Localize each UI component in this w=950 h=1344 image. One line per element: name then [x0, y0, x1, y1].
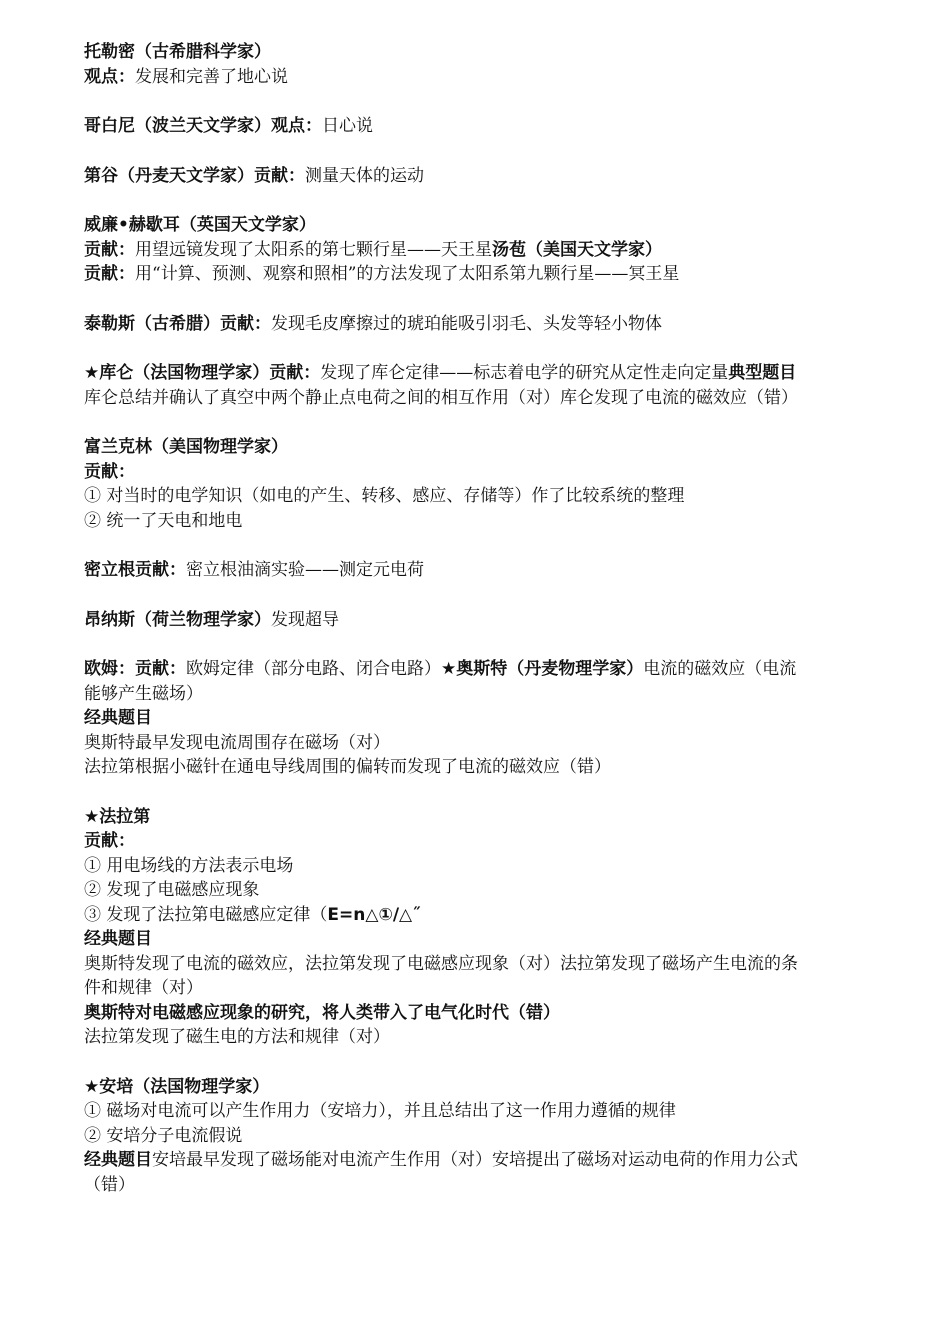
text-run: 库仑总结并确认了真空中两个静止点电荷之间的相互作用（对）库仑发现了电流的磁效应（错）: [84, 387, 798, 408]
bold-text-run: 奥斯特对电磁感应现象的研究，将人类带入了电气化时代（错）: [84, 1002, 560, 1023]
paragraph-gap: [84, 1050, 904, 1075]
text-line: [84, 976, 904, 1001]
section-thales: [84, 312, 904, 337]
text-line: [84, 1099, 904, 1124]
text-line: [84, 952, 904, 977]
text-line: [84, 706, 904, 731]
section-millikan: [84, 558, 904, 583]
text-line: [84, 755, 904, 780]
text-line: [84, 1124, 904, 1149]
paragraph-gap: [84, 287, 904, 312]
bold-text-run: 典型题目: [728, 363, 797, 383]
text-line: [84, 1001, 904, 1026]
paragraph-gap: [84, 89, 904, 114]
text-line: [84, 878, 904, 903]
paragraph-gap: [84, 410, 904, 435]
paragraph-gap: [84, 583, 904, 608]
section-herschel-tombaugh: [84, 213, 904, 287]
text-run: 欧姆定律（部分电路、闭合电路）: [186, 659, 441, 679]
text-run: 发现毛皮摩擦过的琥珀能吸引羽毛、头发等轻小物体: [271, 313, 662, 334]
section-ohm-oersted: [84, 657, 904, 780]
text-run: 件和规律（对）: [84, 978, 203, 998]
text-line: [84, 40, 904, 65]
text-line: [84, 1075, 904, 1100]
bold-text-run: ★奥斯特（丹麦物理学家）: [441, 659, 644, 679]
section-faraday: [84, 805, 904, 1050]
text-line: [84, 238, 904, 263]
paragraph-gap: [84, 336, 904, 361]
text-line: [84, 608, 904, 633]
text-run: 法拉第根据小磁针在通电导线周围的偏转而发现了电流的磁效应（错）: [84, 757, 611, 777]
text-line: [84, 213, 904, 238]
bold-text-run: ★库仑（法国物理学家）贡献：: [84, 363, 321, 383]
text-line: [84, 903, 904, 928]
section-coulomb: [84, 361, 904, 410]
text-line: [84, 386, 904, 411]
text-run: 发现超导: [271, 609, 339, 630]
paragraph-gap: [84, 533, 904, 558]
bold-text-run: 经典题目: [84, 1150, 152, 1170]
text-run: 能够产生磁场）: [84, 683, 203, 704]
section-tycho: [84, 164, 904, 189]
section-onnes: [84, 608, 904, 633]
text-line: [84, 731, 904, 756]
text-run: 法拉第发现了磁生电的方法和规律（对）: [84, 1027, 390, 1047]
bold-text-run: 昂纳斯（荷兰物理学家）: [84, 609, 271, 630]
bold-text-run: 第谷（丹麦天文学家）贡献：: [84, 165, 305, 186]
text-run: 发展和完善了地心说: [135, 66, 288, 87]
bold-text-run: 泰勒斯（古希腊）贡献：: [84, 313, 271, 334]
bold-text-run: 经典题目: [84, 929, 152, 949]
section-franklin: [84, 435, 904, 533]
text-line: [84, 854, 904, 879]
text-line: [84, 1025, 904, 1050]
text-line: [84, 657, 904, 682]
text-run: 电流的磁效应（电流: [643, 659, 797, 679]
text-run: 日心说: [322, 116, 373, 136]
bold-text-run: ★安培（法国物理学家）: [84, 1076, 270, 1097]
text-run: （错）: [84, 1174, 135, 1195]
text-line: [84, 361, 904, 386]
text-run: ② 发现了电磁感应现象: [84, 880, 260, 900]
text-line: [84, 829, 904, 854]
bold-text-run: 托勒密（古希腊科学家）: [84, 42, 271, 62]
text-run: ② 安培分子电流假说: [84, 1125, 243, 1146]
text-run: ① 磁场对电流可以产生作用力（安培力），并且总结出了这一作用力遵循的规律: [84, 1101, 676, 1121]
paragraph-gap: [84, 139, 904, 164]
bold-text-run: 密立根贡献：: [84, 560, 186, 580]
section-ptolemy: [84, 40, 904, 89]
paragraph-gap: [84, 188, 904, 213]
text-line: [84, 312, 904, 337]
bold-text-run: 贡献：: [84, 239, 135, 260]
text-line: [84, 262, 904, 287]
text-line: [84, 65, 904, 90]
text-run: ② 统一了天电和地电: [84, 510, 243, 531]
bold-text-run: 贡献：: [84, 461, 135, 482]
text-line: [84, 927, 904, 952]
text-line: [84, 435, 904, 460]
section-ampere: [84, 1075, 904, 1198]
text-run: 用望远镜发现了太阳系的第七颗行星——天王星: [135, 239, 492, 260]
text-line: [84, 682, 904, 707]
text-run: 奥斯特最早发现电流周围存在磁场（对）: [84, 732, 390, 753]
text-run: 奥斯特发现了电流的磁效应，法拉第发现了电磁感应现象（对）法拉第发现了磁场产生电流的条: [84, 953, 798, 974]
bold-text-run: 汤苞（美国天文学家）: [492, 239, 662, 260]
text-run: 发现了库仑定律——标志着电学的研究从定性走向定量: [320, 363, 729, 383]
text-line: [84, 558, 904, 583]
text-line: [84, 484, 904, 509]
bold-text-run: 威廉•赫歇耳（英国天文学家）: [84, 215, 316, 235]
bold-text-run: 经典题目: [84, 708, 152, 728]
paragraph-gap: [84, 632, 904, 657]
text-line: [84, 114, 904, 139]
bold-text-run: E=n△①/△˝: [327, 904, 421, 925]
text-line: [84, 460, 904, 485]
bold-text-run: 哥白尼（波兰天文学家）观点：: [84, 116, 322, 136]
bold-text-run: 欧姆：贡献：: [84, 659, 186, 679]
bold-text-run: 贡献：: [84, 831, 135, 851]
text-run: 用“计算、预测、观察和照相”的方法发现了太阳系第九颗行星——冥王星: [135, 264, 680, 284]
text-run: ① 用电场线的方法表示电场: [84, 855, 294, 876]
text-run: ① 对当时的电学知识（如电的产生、转移、感应、存储等）作了比较系统的整理: [84, 486, 685, 506]
bold-text-run: 贡献：: [84, 264, 135, 284]
section-copernicus: [84, 114, 904, 139]
text-line: [84, 1173, 904, 1198]
text-run: 安培最早发现了磁场能对电流产生作用（对）安培提出了磁场对运动电荷的作用力公式: [152, 1150, 798, 1170]
text-line: [84, 509, 904, 534]
text-line: [84, 164, 904, 189]
text-line: [84, 1148, 904, 1173]
text-run: 密立根油滴实验——测定元电荷: [186, 560, 424, 580]
bold-text-run: 富兰克林（美国物理学家）: [84, 437, 288, 457]
text-run: ③ 发现了法拉第电磁感应定律（: [84, 904, 328, 925]
bold-text-run: 观点：: [84, 66, 135, 87]
document-body: [84, 40, 904, 1197]
bold-text-run: ★法拉第: [84, 806, 151, 827]
text-run: 测量天体的运动: [305, 165, 424, 186]
text-line: [84, 805, 904, 830]
paragraph-gap: [84, 780, 904, 805]
